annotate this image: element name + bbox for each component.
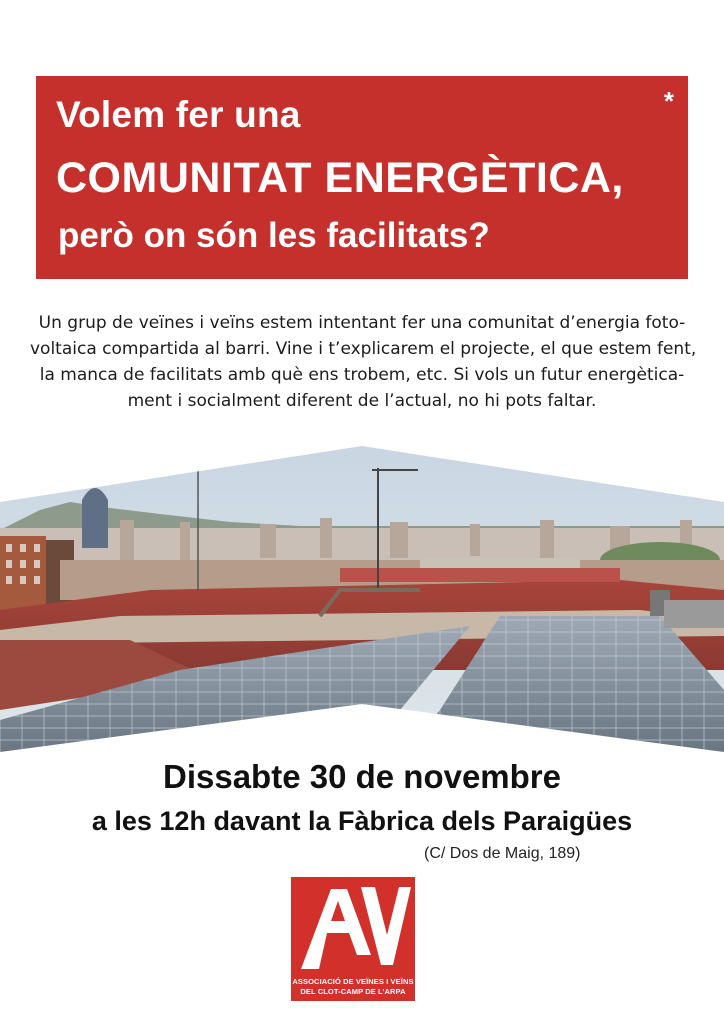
av-logo-mark [291,877,415,977]
logo-caption-line-1: ASSOCIACIÓ DE VEÏNES I VEÏNS [292,977,414,986]
intro-line: ment i socialment diferent de l’actual, no hi pots faltar. [127,391,597,411]
intro-line: Un grup de veïnes i veïns estem intentant fer una comunitat d’energia foto- [38,313,686,333]
logo-caption-line-2: DEL CLOT-CAMP DE L’ARPA [300,987,406,996]
headline-banner [36,76,688,279]
headline-line-2: COMUNITAT ENERGÈTICA, [56,154,624,202]
intro-line: la manca de facilitats amb què ens trobem, etc. Si vols un futur energètica- [39,365,685,385]
event-address: (C/ Dos de Maig, 189) [424,845,581,862]
asterisk-mark: * [663,86,674,116]
headline-line-3: però on són les facilitats? [58,216,490,255]
association-logo [291,877,415,1001]
headline-line-1: Volem fer una [56,94,301,135]
event-date: Dissabte 30 de novembre [163,758,561,795]
event-venue: a les 12h davant la Fàbrica dels Paraigües [91,806,633,836]
intro-line: voltaica compartida al barri. Vine i t’explicarem el projecte, el que estem fent, [30,339,697,359]
intro-paragraph [30,310,697,414]
solar-panels-photo [0,440,724,760]
